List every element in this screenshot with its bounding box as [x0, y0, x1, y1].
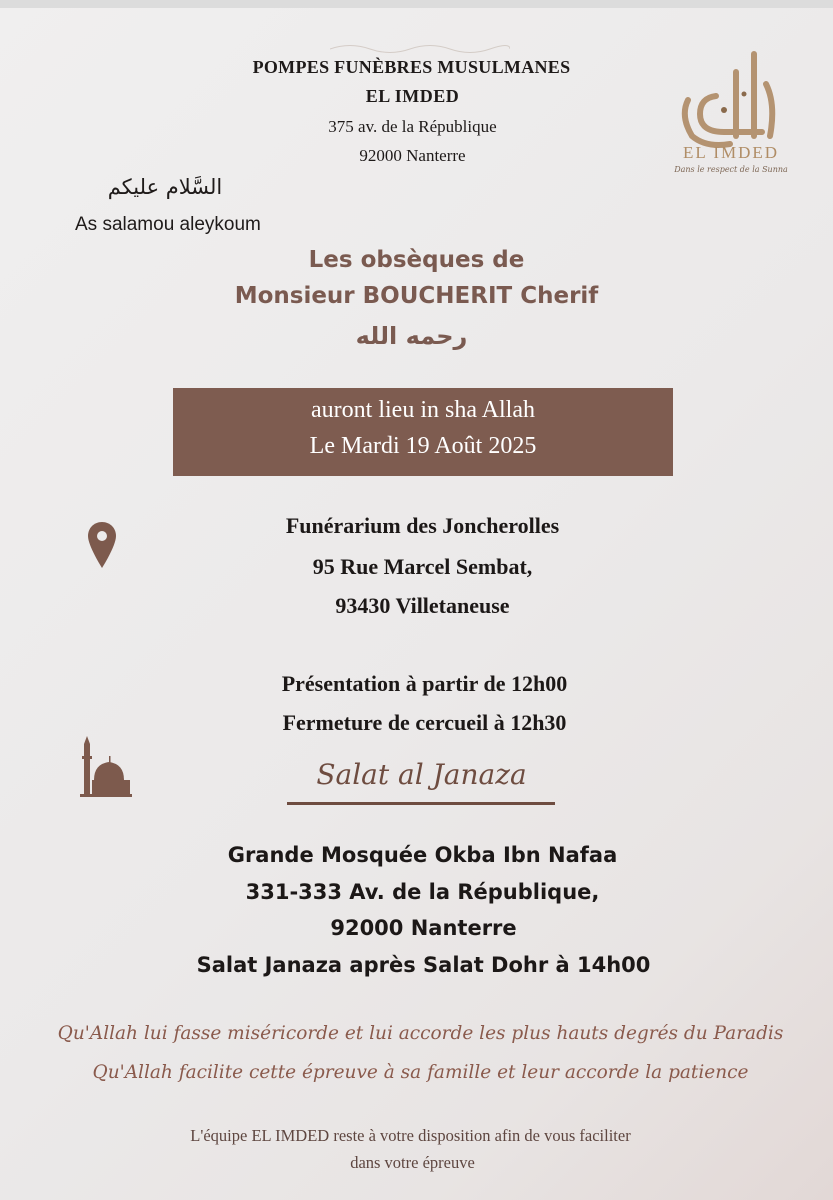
date-banner	[173, 388, 673, 476]
deceased-prayer-arabic: رحمه الله	[355, 322, 468, 350]
prayer-time: Salat Janaza après Salat Dohr à 14h00	[196, 953, 651, 977]
org-city: 92000 Nanterre	[359, 146, 466, 165]
dua-line-2: Qu'Allah facilite cette épreuve à sa famille et leur accorde la patience	[92, 1062, 749, 1083]
banner-date: Le Mardi 19 Août 2025	[309, 433, 537, 459]
greeting-latin: As salamou aleykoum	[75, 214, 261, 235]
org-address: 375 av. de la République	[328, 117, 497, 136]
footer-line-1: L'équipe EL IMDED reste à votre disposition afin de vous faciliter	[190, 1126, 631, 1145]
top-border	[0, 0, 833, 8]
logo-tagline: Dans le respect de la Sunna	[674, 165, 788, 174]
mosque-street: 331-333 Av. de la République,	[245, 880, 600, 904]
banner-intro: auront lieu in sha Allah	[311, 397, 535, 423]
deceased-name: Monsieur BOUCHERIT Cherif	[234, 283, 599, 309]
funeral-home-city: 93430 Villetaneuse	[335, 593, 510, 618]
logo-wordmark: EL IMDED	[682, 143, 780, 162]
org-name: POMPES FUNÈBRES MUSULMANES	[252, 57, 571, 77]
mosque-name: Grande Mosquée Okba Ibn Nafaa	[227, 843, 618, 867]
funeral-home-street: 95 Rue Marcel Sembat,	[312, 554, 533, 579]
footer-line-2: dans votre épreuve	[350, 1153, 475, 1172]
mosque-city: 92000 Nanterre	[330, 916, 517, 940]
dua-line-1: Qu'Allah lui fasse miséricorde et lui accorde les plus hauts degrés du Paradis	[57, 1023, 784, 1044]
coffin-closing-time: Fermeture de cercueil à 12h30	[282, 710, 567, 735]
title-intro: Les obsèques de	[308, 247, 525, 273]
org-brand: EL IMDED	[365, 86, 460, 106]
funeral-home-name: Funérarium des Joncherolles	[285, 513, 560, 538]
presentation-time: Présentation à partir de 12h00	[281, 671, 568, 696]
heading-underline	[287, 802, 555, 805]
greeting-arabic: السَّلام عليكم	[107, 175, 223, 199]
arabic-calligraphy-logo	[666, 44, 796, 184]
salat-janaza-heading: Salat al Janaza	[316, 758, 527, 791]
floral-ornament	[330, 42, 510, 56]
